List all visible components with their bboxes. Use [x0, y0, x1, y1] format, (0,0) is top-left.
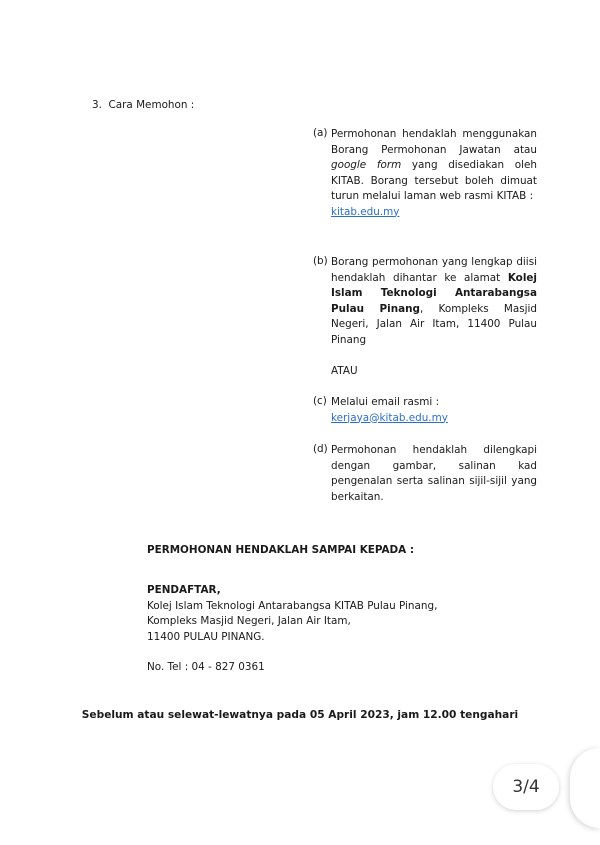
item-text: [331, 127, 537, 220]
item-text: Permohonan hendaklah dilengkapi dengan gambar, salinan kad pengenalan serta salinan sijil-sijil yang berkaitan.: [331, 444, 537, 503]
list-item-d: [313, 443, 537, 505]
list-item-a: [313, 127, 537, 220]
deadline-text: Sebelum atau selewat-lewatnya pada 05 April 2023, jam 12.00 tengahari: [81, 709, 519, 721]
recipient-address: [147, 583, 437, 645]
recipient-title: PENDAFTAR,: [147, 584, 221, 596]
floating-action-button[interactable]: [570, 748, 600, 828]
text: yang disediakan oleh KITAB. Borang tersebut boleh dimuat turun melalui laman web rasmi KITAB :: [331, 159, 537, 202]
text: Melalui email rasmi :: [331, 396, 440, 408]
address-line: Kompleks Masjid Negeri, Jalan Air Itam,: [147, 615, 351, 627]
item-label: (a): [313, 127, 328, 139]
address-line: Kolej Islam Teknologi Antarabangsa KITAB Pulau Pinang,: [147, 599, 438, 612]
recipient-heading: PERMOHONAN HENDAKLAH SAMPAI KEPADA :: [147, 544, 414, 556]
list-item-c: [313, 395, 537, 426]
italic-text: google form: [331, 159, 402, 171]
email-link[interactable]: kerjaya@kitab.edu.my: [331, 411, 448, 424]
bold-text: Kolej Islam Teknologi Antarabangsa Pulau Pinang: [331, 271, 537, 315]
item-text: [331, 255, 537, 379]
text: , Kompleks Masjid Negeri, Jalan Air Itam, 11400 Pulau Pinang: [331, 302, 537, 346]
page-indicator: [493, 764, 559, 810]
section-title: Cara Memohon :: [108, 99, 195, 111]
address-line: 11400 PULAU PINANG.: [147, 630, 265, 643]
section-number: 3.: [92, 99, 102, 111]
item-label: (d): [313, 443, 328, 455]
list-item-b: [313, 255, 537, 379]
text: Borang permohonan yang lengkap diisi hendaklah dihantar ke alamat: [331, 256, 537, 284]
or-text: ATAU: [331, 364, 358, 377]
page-indicator-text: 3/4: [512, 777, 540, 797]
item-label: (c): [313, 395, 327, 407]
item-label: (b): [313, 255, 328, 267]
phone-number: No. Tel : 04 - 827 0361: [147, 661, 265, 673]
website-link[interactable]: kitab.edu.my: [331, 205, 400, 218]
item-text: [331, 395, 537, 426]
section-heading: [92, 99, 194, 111]
text: Permohonan hendaklah menggunakan Borang Permohonan Jawatan atau: [331, 128, 537, 156]
